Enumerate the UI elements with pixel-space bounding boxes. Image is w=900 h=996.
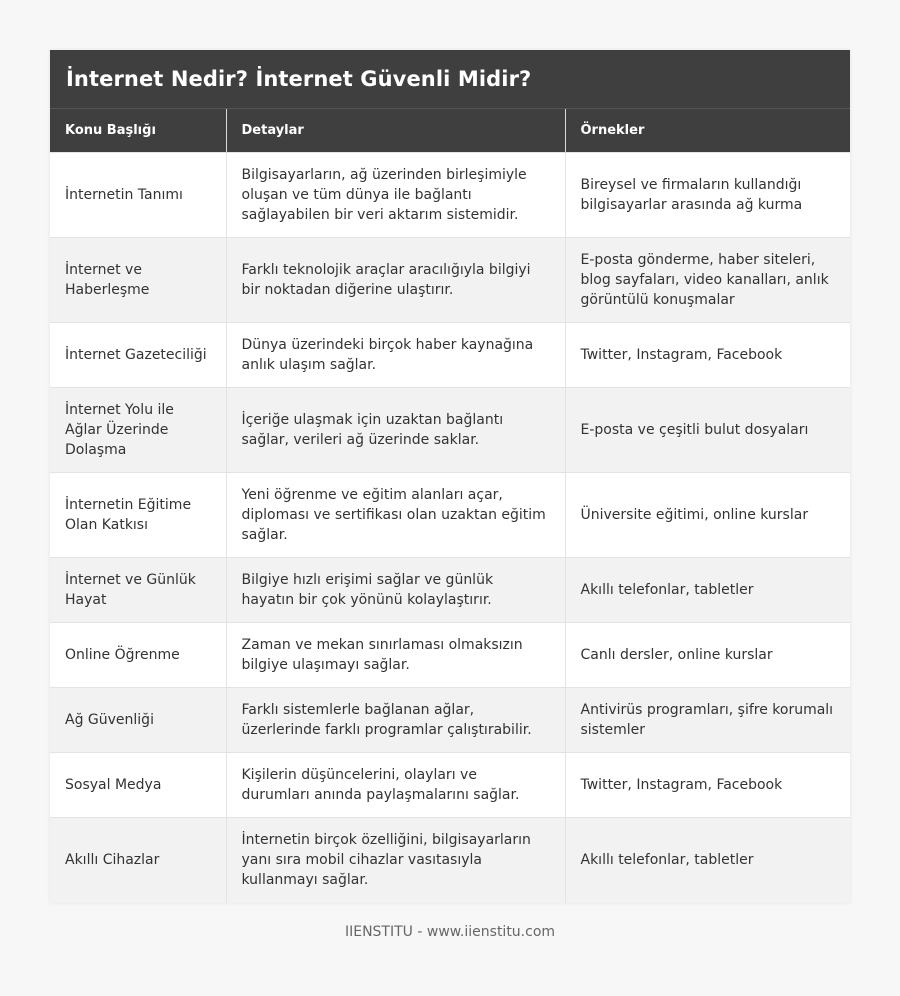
table-row <box>50 238 850 323</box>
table-card <box>50 50 850 903</box>
examples-cell: Üniversite eğitimi, online kurslar <box>565 473 850 558</box>
details-cell: İnternetin birçok özelliğini, bilgisayarların yanı sıra mobil cihazlar vasıtasıyla kullanmayı sağlar. <box>226 818 565 903</box>
table-row <box>50 388 850 473</box>
page-title: İnternet Nedir? İnternet Güvenli Midir? <box>50 50 850 108</box>
table-row <box>50 818 850 903</box>
examples-cell: Canlı dersler, online kurslar <box>565 623 850 688</box>
table-row <box>50 153 850 238</box>
topic-cell: İnternetin Eğitime Olan Katkısı <box>50 473 226 558</box>
table-row <box>50 323 850 388</box>
table-row <box>50 623 850 688</box>
examples-cell: Bireysel ve firmaların kullandığı bilgisayarlar arasında ağ kurma <box>565 153 850 238</box>
details-cell: Farklı teknolojik araçlar aracılığıyla bilgiyi bir noktadan diğerine ulaştırır. <box>226 238 565 323</box>
column-header-topic: Konu Başlığı <box>50 109 226 153</box>
examples-cell: Antivirüs programları, şifre korumalı sistemler <box>565 688 850 753</box>
table-row <box>50 558 850 623</box>
details-cell: İçeriğe ulaşmak için uzaktan bağlantı sağlar, verileri ağ üzerinde saklar. <box>226 388 565 473</box>
details-cell: Dünya üzerindeki birçok haber kaynağına anlık ulaşım sağlar. <box>226 323 565 388</box>
column-header-details: Detaylar <box>226 109 565 153</box>
footer-credit: IIENSTITU - www.iienstitu.com <box>344 924 556 940</box>
details-cell: Kişilerin düşüncelerini, olayları ve durumları anında paylaşmalarını sağlar. <box>226 753 565 818</box>
examples-cell: Twitter, Instagram, Facebook <box>565 323 850 388</box>
examples-cell: Akıllı telefonlar, tabletler <box>565 558 850 623</box>
examples-cell: E-posta gönderme, haber siteleri, blog sayfaları, video kanalları, anlık görüntülü konuşmalar <box>565 238 850 323</box>
details-cell: Farklı sistemlerle bağlanan ağlar, üzerlerinde farklı programlar çalıştırabilir. <box>226 688 565 753</box>
details-cell: Zaman ve mekan sınırlaması olmaksızın bilgiye ulaşımayı sağlar. <box>226 623 565 688</box>
column-header-examples: Örnekler <box>565 109 850 153</box>
examples-cell: Twitter, Instagram, Facebook <box>565 753 850 818</box>
table-header-row <box>50 109 850 153</box>
topic-cell: Akıllı Cihazlar <box>50 818 226 903</box>
topic-cell: İnternet ve Günlük Hayat <box>50 558 226 623</box>
topic-cell: Ağ Güvenliği <box>50 688 226 753</box>
topic-cell: İnternet Yolu ile Ağlar Üzerinde Dolaşma <box>50 388 226 473</box>
topic-cell: Sosyal Medya <box>50 753 226 818</box>
details-cell: Bilgisayarların, ağ üzerinden birleşimiyle oluşan ve tüm dünya ile bağlantı sağlayabilen bir veri aktarım sistemidir. <box>226 153 565 238</box>
table-row <box>50 753 850 818</box>
examples-cell: E-posta ve çeşitli bulut dosyaları <box>565 388 850 473</box>
examples-cell: Akıllı telefonlar, tabletler <box>565 818 850 903</box>
details-cell: Yeni öğrenme ve eğitim alanları açar, diploması ve sertifikası olan uzaktan eğitim sağlar. <box>226 473 565 558</box>
topic-cell: İnternet Gazeteciliği <box>50 323 226 388</box>
topic-cell: Online Öğrenme <box>50 623 226 688</box>
topic-cell: İnternet ve Haberleşme <box>50 238 226 323</box>
topic-cell: İnternetin Tanımı <box>50 153 226 238</box>
table-row <box>50 473 850 558</box>
details-cell: Bilgiye hızlı erişimi sağlar ve günlük hayatın bir çok yönünü kolaylaştırır. <box>226 558 565 623</box>
table-row <box>50 688 850 753</box>
data-table <box>50 108 850 903</box>
